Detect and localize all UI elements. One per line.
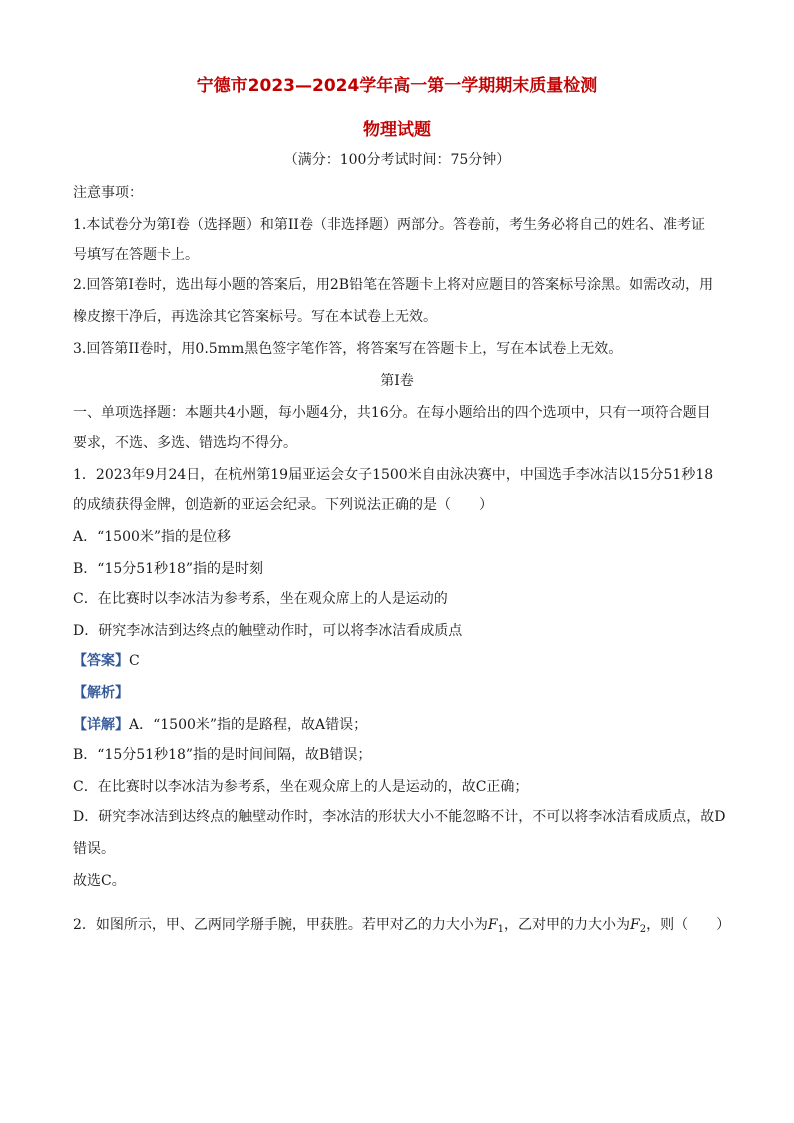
analysis-row (73, 684, 129, 702)
exam-info: （满分：100分考试时间：75分钟） (283, 152, 511, 168)
notice-item-2-line-1: 2.回答第Ⅰ卷时，选出每小题的答案后，用2B铅笔在答题卡上将对应题目的答案标号涂黑。如需改动，用 (73, 277, 714, 293)
force-2-subscript: 2 (639, 924, 647, 935)
analysis-label: 【解析】 (73, 685, 129, 701)
question-1-option-d: D．研究李冰洁到达终点的触壁动作时，可以将李冰洁看成质点 (73, 623, 463, 639)
detail-line-1: A．“1500米”指的是路程，故A错误； (129, 717, 368, 733)
conclusion: 故选C。 (73, 873, 126, 889)
force-2-symbol: F (630, 917, 640, 933)
question-1-option-c: C．在比赛时以李冰洁为参考系，坐在观众席上的人是运动的 (73, 591, 448, 607)
detail-line-3: C．在比赛时以李冰洁为参考系，坐在观众席上的人是运动的，故C正确； (73, 779, 529, 795)
detail-label: 【详解】 (73, 717, 129, 733)
detail-row-1 (73, 716, 367, 734)
question-2-stem-part-1: 2．如图所示，甲、乙两同学掰手腕，甲获胜。若甲对乙的力大小为 (73, 917, 488, 933)
force-1-subscript: 1 (497, 924, 504, 935)
section-instruction-line-2: 要求，不选、多选、错选均不得分。 (73, 435, 297, 451)
notice-item-1-line-2: 号填写在答题卡上。 (73, 247, 199, 263)
question-2-stem-part-2: ，乙对甲的力大小为 (504, 917, 630, 933)
notice-heading: 注意事项： (73, 185, 143, 201)
question-1-option-b: B．“15分51秒18”指的是时刻 (73, 561, 264, 577)
question-1-option-a: A．“1500米”指的是位移 (73, 529, 232, 545)
detail-line-2: B．“15分51秒18”指的是时间间隔，故B错误； (73, 747, 372, 763)
notice-item-3: 3.回答第II卷时，用0.5mm黑色签字笔作答，将答案写在答题卡上，写在本试卷上无效。 (73, 341, 623, 357)
question-1-stem-line-2: 的成绩获得金牌，创造新的亚运会纪录。下列说法正确的是（ ） (73, 497, 493, 513)
answer-value: C (129, 653, 140, 669)
detail-line-5: 错误。 (73, 841, 115, 857)
answer-row (73, 652, 140, 670)
notice-item-2-line-2: 橡皮擦干净后，再选涂其它答案标号。写在本试卷上无效。 (73, 309, 437, 325)
force-1-symbol: F (487, 917, 498, 933)
detail-line-4: D．研究李冰洁到达终点的触壁动作时，李冰洁的形状大小不能忽略不计，不可以将李冰洁看成质点，故D (73, 809, 726, 825)
question-2-stem-part-3: ，则（ ） (646, 917, 731, 933)
question-1-stem-line-1: 1．2023年9月24日，在杭州第19届亚运会女子1500米自由泳决赛中，中国选手李冰洁以15分51秒18 (73, 467, 714, 483)
subject-title: 物理试题 (363, 120, 431, 140)
notice-item-1-line-1: 1.本试卷分为第Ⅰ卷（选择题）和第II卷（非选择题）两部分。答卷前，考生务必将自己的姓名、准考证 (73, 217, 705, 233)
exam-title: 宁德市2023—2024学年高一第一学期期末质量检测 (196, 76, 598, 96)
volume-title: 第Ⅰ卷 (380, 373, 414, 389)
answer-label: 【答案】 (73, 653, 129, 669)
section-instruction-line-1: 一、单项选择题：本题共4小题，每小题4分，共16分。在每小题给出的四个选项中，只有一项符合题目 (73, 405, 711, 421)
question-2-stem (73, 916, 730, 939)
